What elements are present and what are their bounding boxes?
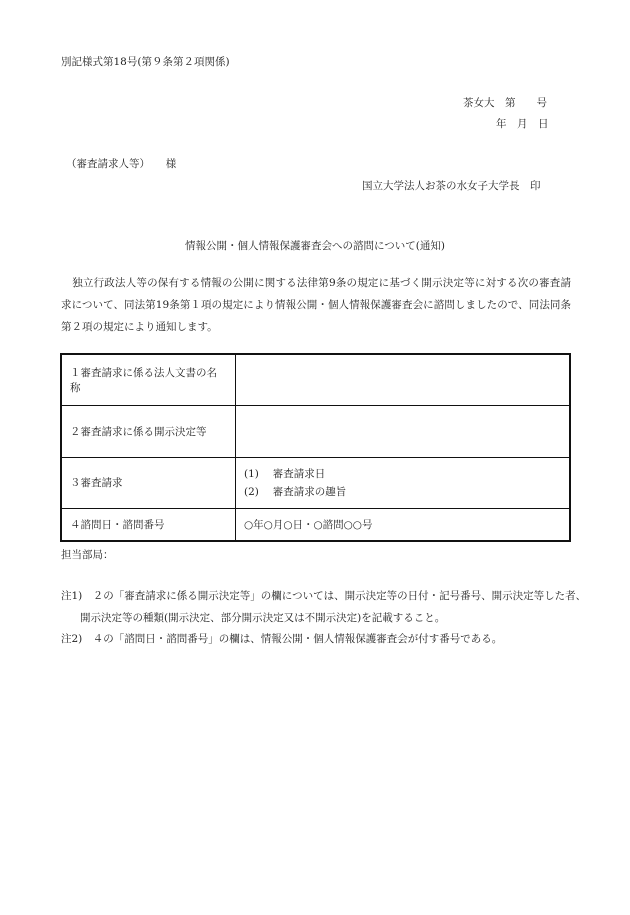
note-1: 注1) ２の「審査請求に係る開示決定等」の欄については、開示決定等の日付・記号番号、開示決定等した者、 bbox=[61, 590, 587, 602]
table-row bbox=[61, 354, 570, 405]
recipient: （審査請求人等） 様 bbox=[66, 158, 177, 170]
table-row bbox=[61, 457, 570, 508]
review-request-date: (1) 審査請求日 bbox=[244, 467, 326, 480]
info-table bbox=[60, 353, 571, 542]
note-1-continuation: 開示決定等の種類(開示決定、部分開示決定又は不開示決定)を記載すること。 bbox=[80, 612, 446, 624]
table-row bbox=[61, 508, 570, 541]
note-2: 注2) ４の「諮問日・諮問番号」の欄は、情報公開・個人情報保護審査会が付す番号である。 bbox=[61, 633, 503, 645]
row-label-document-name: １審査請求に係る法人文書の名称 bbox=[61, 354, 236, 405]
row-label-disclosure-decision: ２審査請求に係る開示決定等 bbox=[61, 405, 236, 457]
department: 担当部局： bbox=[61, 549, 114, 561]
table-row bbox=[61, 405, 570, 457]
reference-number: 茶女大 第 号 bbox=[463, 97, 547, 109]
review-request-purpose: (2) 審査請求の趣旨 bbox=[244, 485, 347, 498]
body-text: 独立行政法人等の保有する情報の公開に関する法律第9条の規定に基づく開示決定等に対する次の審査請求について、同法第19条第１項の規定により情報公開・個人情報保護審査会に諮問しましたので、同法同条第２項の規定により通知します。 bbox=[61, 277, 571, 333]
body-paragraph bbox=[61, 272, 571, 338]
row-value-review-request bbox=[236, 457, 571, 508]
row-value-consultation: ○年○月○日・○諮問○○号 bbox=[236, 508, 571, 541]
sender: 国立大学法人お茶の水女子大学長 印 bbox=[362, 180, 541, 192]
row-label-review-request: ３審査請求 bbox=[61, 457, 236, 508]
row-value-document-name bbox=[236, 354, 571, 405]
document-title: 情報公開・個人情報保護審査会への諮問について(通知) bbox=[185, 240, 445, 252]
form-number: 別記様式第18号(第９条第２項関係) bbox=[61, 56, 230, 68]
date-line: 年 月 日 bbox=[496, 118, 549, 130]
row-label-consultation: ４諮問日・諮問番号 bbox=[61, 508, 236, 541]
row-value-disclosure-decision bbox=[236, 405, 571, 457]
